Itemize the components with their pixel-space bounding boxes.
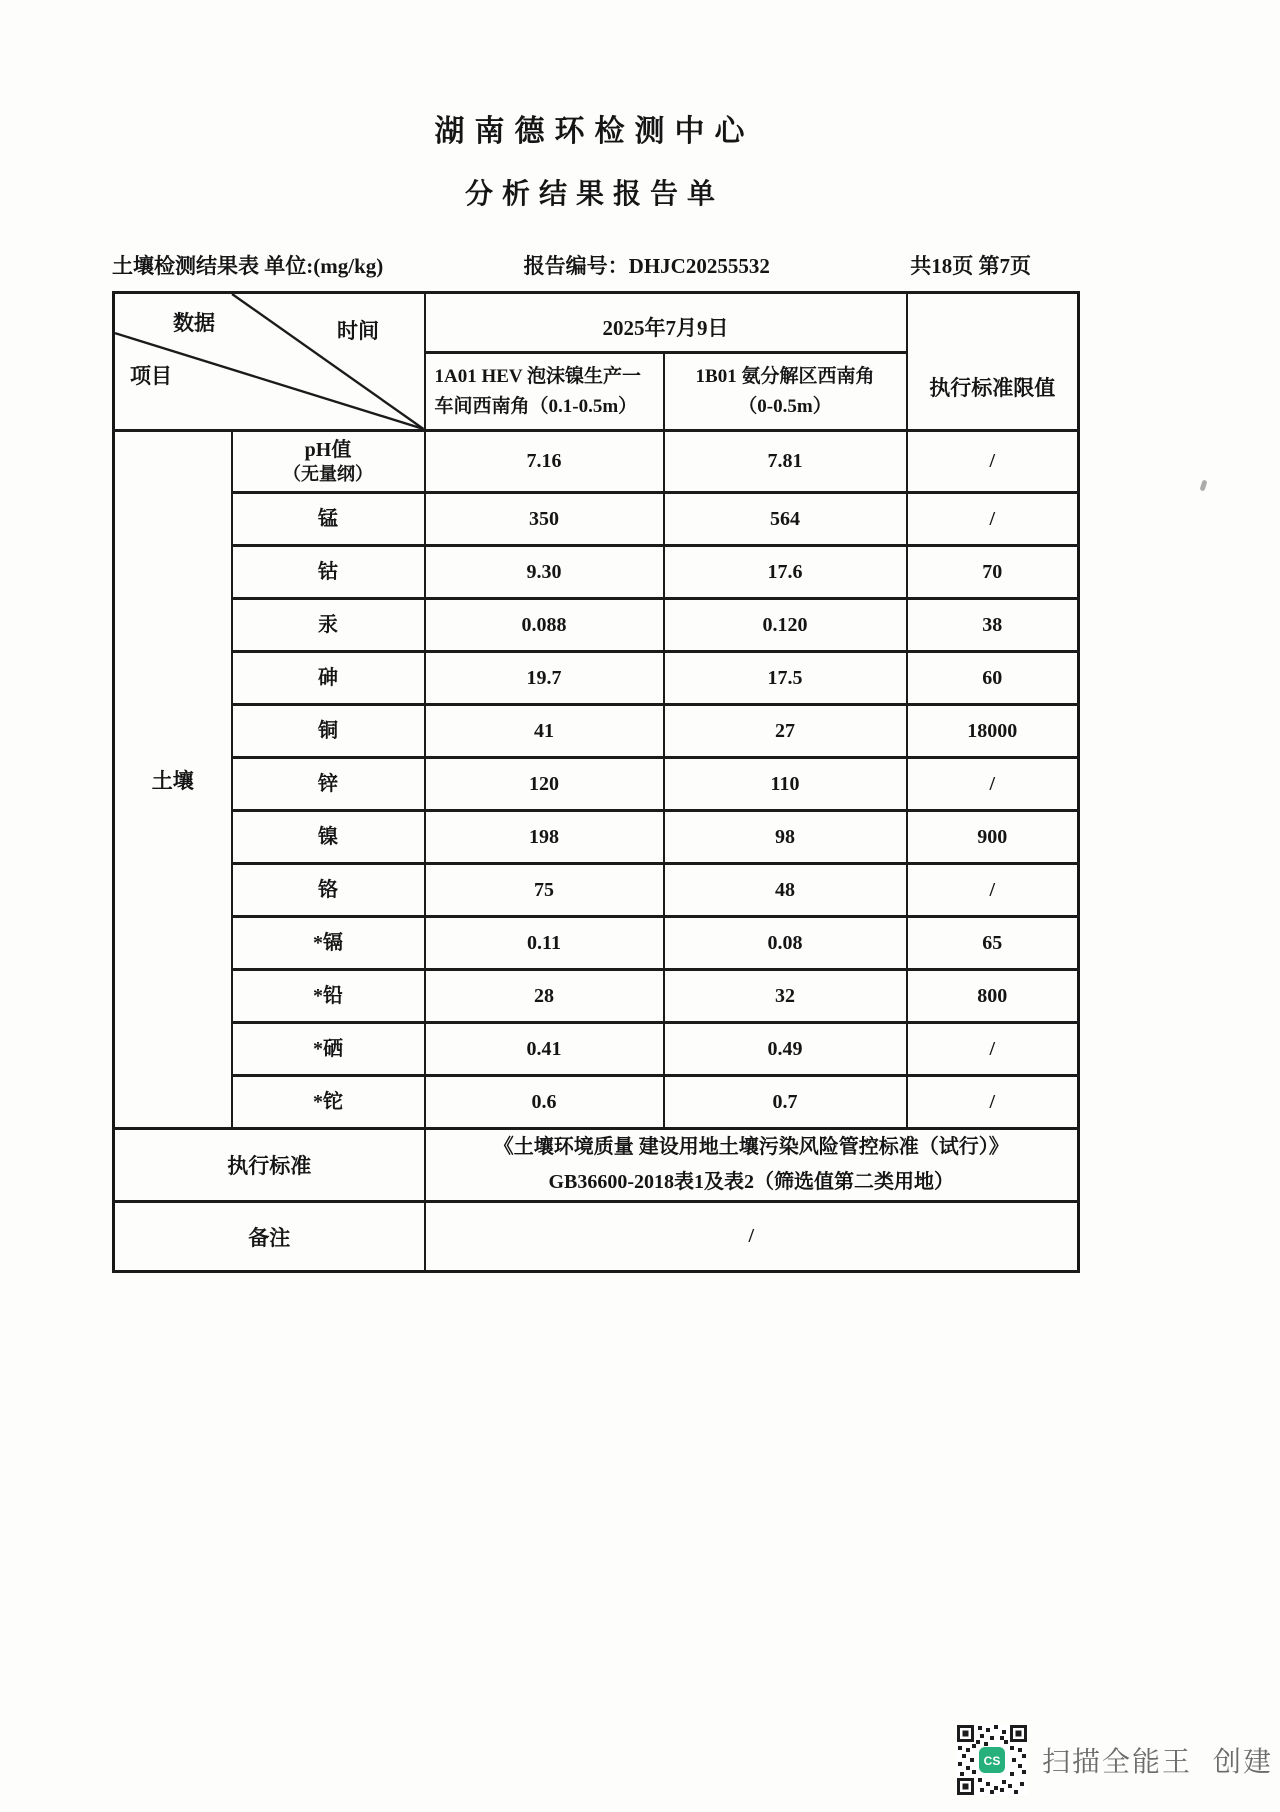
analyte-name: 锰 (318, 508, 338, 530)
camscanner-watermark (956, 1724, 1273, 1796)
results-table (112, 291, 1080, 1273)
remark-row (114, 1202, 1079, 1272)
sample2-value: 110 (664, 758, 907, 811)
table-row (114, 652, 1079, 705)
camscanner-logo-text: CS (983, 1754, 1001, 1768)
table-row (114, 431, 1079, 493)
standard-text-line2: GB36600-2018表1及表2（筛选值第二类用地） (548, 1171, 955, 1193)
sample2-value: 564 (664, 493, 907, 546)
analyte-name: *铅 (313, 985, 343, 1007)
sample2-value: 98 (664, 811, 907, 864)
report-meta-line (112, 250, 1077, 280)
table-name-and-unit: 土壤检测结果表 单位:(mg/kg) (112, 254, 384, 278)
limit-value: 60 (907, 652, 1079, 705)
sample1-name-line2: 车间西南角（0.1-0.5m） (434, 395, 638, 417)
limit-value: 70 (907, 546, 1079, 599)
sample2-name-line1: 1B01 氨分解区西南角 (695, 366, 875, 388)
standard-row (114, 1129, 1079, 1202)
sample2-header-cell (664, 353, 907, 431)
sample1-value: 0.41 (425, 1023, 664, 1076)
analyte-name-sub: （无量纲） (283, 463, 373, 484)
analyte-name-cell (232, 758, 425, 811)
table-row (114, 970, 1079, 1023)
limit-value: / (907, 1023, 1079, 1076)
table-row (114, 546, 1079, 599)
table-row (114, 705, 1079, 758)
analyte-name-cell (232, 431, 425, 493)
sample1-value: 198 (425, 811, 664, 864)
limit-value: / (907, 493, 1079, 546)
sample2-value: 32 (664, 970, 907, 1023)
limit-value: / (907, 864, 1079, 917)
sample1-name-line1: 1A01 HEV 泡沫镍生产一 (434, 366, 642, 388)
analyte-name-cell (232, 546, 425, 599)
table-row (114, 1076, 1079, 1129)
sample2-value: 17.5 (664, 652, 907, 705)
analyte-name: 铬 (318, 879, 338, 901)
camscanner-qr-icon (956, 1724, 1028, 1796)
sample1-value: 0.11 (425, 917, 664, 970)
sample1-value: 0.6 (425, 1076, 664, 1129)
limit-value: / (907, 1076, 1079, 1129)
sample2-name-line2: （0-0.5m） (738, 395, 832, 417)
sample1-value: 7.16 (425, 431, 664, 493)
sample2-value: 0.49 (664, 1023, 907, 1076)
header-row-1 (114, 293, 1079, 353)
page-title: 湖南德环检测中心 (434, 115, 755, 148)
scan-artifact-mark (1199, 479, 1207, 491)
analyte-name-cell (232, 1076, 425, 1129)
analyte-name: *硒 (313, 1038, 343, 1060)
sample1-header-cell (425, 353, 664, 431)
report-number: 报告编号：DHJC20255532 (523, 254, 770, 278)
remark-label-cell: 备注 (114, 1202, 425, 1272)
sample1-value: 75 (425, 864, 664, 917)
table-row (114, 758, 1079, 811)
sample2-value: 48 (664, 864, 907, 917)
sample1-value: 28 (425, 970, 664, 1023)
sample1-value: 9.30 (425, 546, 664, 599)
page-count: 共18页 第7页 (910, 254, 1031, 278)
sample1-value: 0.088 (425, 599, 664, 652)
table-row (114, 811, 1079, 864)
analyte-name-cell (232, 652, 425, 705)
analyte-name-cell (232, 917, 425, 970)
sample2-value: 7.81 (664, 431, 907, 493)
sample2-value: 27 (664, 705, 907, 758)
table-row (114, 917, 1079, 970)
limit-value: / (907, 431, 1079, 493)
analyte-name: 汞 (318, 614, 338, 636)
diagonal-header-cell (114, 293, 425, 431)
limit-header-cell: 执行标准限值 (907, 293, 1079, 431)
remark-value-cell: / (425, 1202, 1079, 1272)
limit-value: 18000 (907, 705, 1079, 758)
analyte-name: *镉 (313, 932, 343, 954)
table-row (114, 864, 1079, 917)
analyte-name: *铊 (313, 1091, 343, 1113)
sample1-value: 350 (425, 493, 664, 546)
analyte-name: 钴 (318, 561, 338, 583)
sample2-value: 17.6 (664, 546, 907, 599)
sample1-value: 120 (425, 758, 664, 811)
analyte-name: 砷 (318, 667, 338, 689)
corner-label-data: 数据 (173, 311, 215, 335)
analyte-name: 铜 (318, 720, 338, 742)
limit-value: / (907, 758, 1079, 811)
analyte-name-cell (232, 864, 425, 917)
limit-value: 38 (907, 599, 1079, 652)
limit-value: 800 (907, 970, 1079, 1023)
analyte-name-cell (232, 1023, 425, 1076)
analyte-name: pH值 (304, 438, 352, 461)
table-row (114, 599, 1079, 652)
sample1-value: 19.7 (425, 652, 664, 705)
camscanner-text: 扫描全能王 创建 (1042, 1747, 1274, 1778)
analyte-name-cell (232, 705, 425, 758)
table-row (114, 493, 1079, 546)
sample1-value: 41 (425, 705, 664, 758)
limit-value: 900 (907, 811, 1079, 864)
page-subtitle: 分析结果报告单 (464, 179, 724, 210)
analyte-name-cell (232, 493, 425, 546)
sample2-value: 0.120 (664, 599, 907, 652)
table-row (114, 1023, 1079, 1076)
category-cell: 土壤 (114, 431, 232, 1129)
standard-value-cell (425, 1129, 1079, 1202)
analyte-name-cell (232, 599, 425, 652)
corner-label-item: 项目 (130, 364, 172, 388)
sample2-value: 0.08 (664, 917, 907, 970)
analyte-name: 镍 (318, 826, 338, 848)
standard-text-line1: 《土壤环境质量 建设用地土壤污染风险管控标准（试行）》 (493, 1136, 1009, 1158)
sample2-value: 0.7 (664, 1076, 907, 1129)
sampling-date-cell: 2025年7月9日 (425, 293, 907, 353)
analyte-name-cell (232, 970, 425, 1023)
standard-label-cell: 执行标准 (114, 1129, 425, 1202)
analyte-name-cell (232, 811, 425, 864)
analyte-name: 锌 (318, 773, 338, 795)
corner-label-time: 时间 (337, 319, 379, 343)
limit-value: 65 (907, 917, 1079, 970)
